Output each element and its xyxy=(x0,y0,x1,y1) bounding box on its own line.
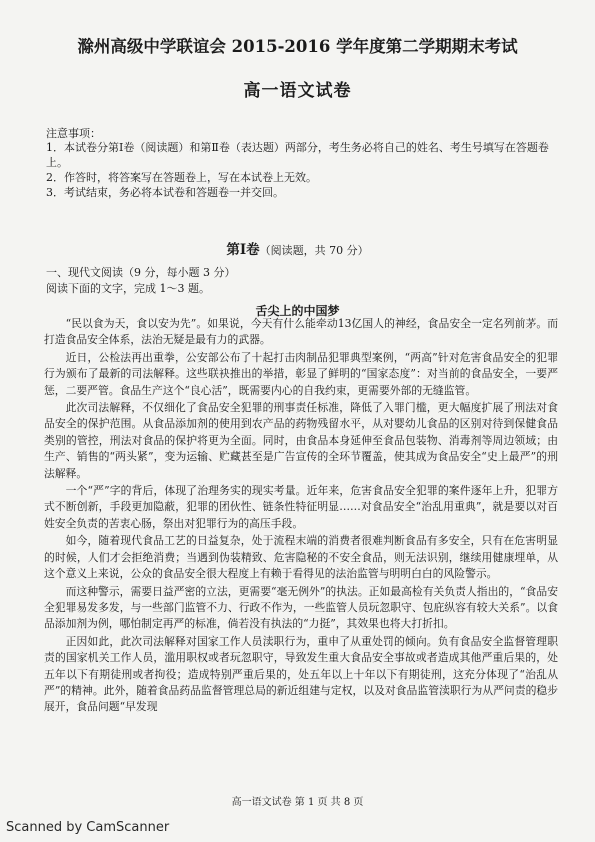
article-paragraph: 一个“严”字的背后，体现了治理务实的现实考量。近年来，危害食品安全犯罪的案件逐年上升，犯罪方式不断创新，手段更加隐蔽，犯罪的团伙性、链条性特征明显……对食品安全“治乱用重典”，就是要以对百姓安全负责的苦衷心肠，祭出对犯罪行为的高压手段。 xyxy=(44,484,558,530)
article-paragraph: 而这种警示，需要日益严密的立法，更需要“毫无例外”的执法。正如最高检有关负责人指出的，“食品安全犯罪易发多发，与一些部门监管不力、行政不作为，一些监管人员玩忽职守、包庇纵容有较大关系”。以食品添加剂为例，哪怕制定再严的标准，倘若没有执法的“力挺”，其效果也将大打折扣。 xyxy=(44,584,558,631)
article-paragraph: “民以食为天，食以安为先”。如果说，今天有什么能牵动13亿国人的神经，食品安全一定名列前茅。而打造食品安全体系，法治无疑是最有力的武器。 xyxy=(44,317,558,347)
notice-item: 3．考试结束，务必将本试卷和答题卷一并交回。 xyxy=(46,186,284,199)
section-heading-label: 第Ⅰ卷 xyxy=(226,242,260,258)
article-body xyxy=(44,316,558,717)
scanner-watermark: Scanned by CamScanner xyxy=(6,820,170,835)
article-paragraph: 近日，公检法再出重拳，公安部公布了十起打击肉制品犯罪典型案例，“两高”针对危害食品安全的犯罪行为颁布了最新的司法解释。这些联袂推出的举措，彰显了鲜明的“国家态度”：对当前的食品安全，一要严惩，二要严管。食品生产这个“良心活”，既需要内心的自我约束，更需要外部的无缝监管。 xyxy=(44,350,558,397)
notice-item: 2．作答时，将答案写在答题卷上，写在本试卷上无效。 xyxy=(46,171,317,184)
notice-item: 1．本试卷分第Ⅰ卷（阅读题）和第Ⅱ卷（表达题）两部分，考生务必将自己的姓名、考生号填写在答题卷上。 xyxy=(46,141,549,169)
section-heading-note: （阅读题，共 70 分） xyxy=(259,244,369,257)
section-heading xyxy=(0,238,595,258)
question-instruction: 阅读下面的文字，完成 1～3 题。 xyxy=(46,282,210,295)
page-footer: 高一语文试卷 第 1 页 共 8 页 xyxy=(231,797,364,808)
exam-subtitle: 高一语文试卷 xyxy=(243,81,352,101)
notice-heading: 注意事项： xyxy=(46,127,101,140)
exam-title: 滁州高级中学联谊会 2015-2016 学年度第二学期期末考试 xyxy=(77,37,518,56)
article-paragraph: 正因如此，此次司法解释对国家工作人员渎职行为，重申了从重处罚的倾向。负有食品安全监督管理职责的国家机关工作人员，滥用职权或者玩忽职守，导致发生重大食品安全事故或者造成其他严重后果的，处五年以下有期徒刑或者拘役；造成特别严重后果的，处五年以上十年以下有期徒刑，这充分体现了“治乱从严”的精神。此外，随着食品药品监督管理总局的新近组建与定权，以及对食品监管渎职行为从严问责的稳步展开，食品问题“早发现 xyxy=(44,634,558,714)
article-title: 舌尖上的中国梦 xyxy=(255,304,340,318)
notice-list xyxy=(46,140,556,200)
article-paragraph: 此次司法解释，不仅细化了食品安全犯罪的刑事责任标准，降低了入罪门槛，更大幅度扩展了刑法对食品安全的保护范围。从食品添加剂的使用到农产品的药物残留水平，从对婴幼儿食品的区别对待到保健食品类别的管控，刑法对食品的保护将更为全面。同时，由食品本身延伸至食品包装物、消毒剂等周边领域；由生产、销售的“两头紧”，变为运输、贮藏甚至是广告宣传的全环节覆盖，使其成为食品安全“史上最严”的刑法解释。 xyxy=(44,401,558,480)
question-intro: 一、现代文阅读（9 分，每小题 3 分） xyxy=(46,266,236,279)
article-paragraph: 如今，随着现代食品工艺的日益复杂，处于流程末端的消费者很难判断食品有多安全，只有在危害明显的时候，人们才会拒绝消费；当遇到伪装精致、危害隐秘的不安全食品，则无法识别，继续用健康埋单，从这个意义上来说，公众的食品安全很大程度上有赖于看得见的法治监管与明明白白的风险警示。 xyxy=(44,534,558,581)
